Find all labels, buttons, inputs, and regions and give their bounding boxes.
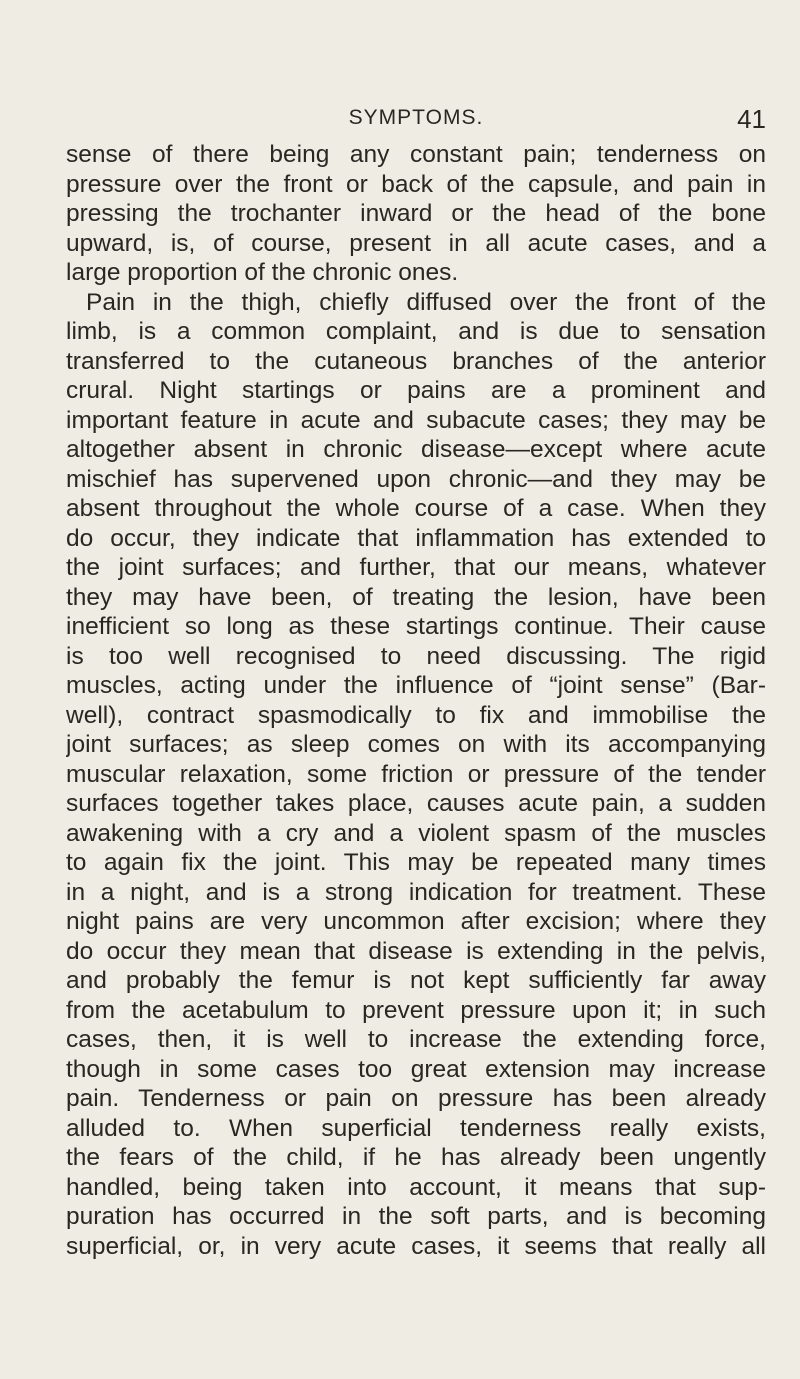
text-line: alluded to. When superficial tenderness really exists, [66, 1114, 766, 1142]
text-line: pain. Tenderness or pain on pressure has been already [66, 1085, 766, 1112]
running-title: SYMPTOMS. [348, 106, 484, 129]
text-line: handled, being taken into account, it means that sup- [66, 1173, 766, 1201]
text-line: altogether absent in chronic disease—except where acute [66, 436, 766, 463]
text-line: though in some cases too great extension may increase [66, 1055, 766, 1083]
text-line: surfaces together takes place, causes acute pain, a sudden [66, 790, 766, 817]
text-line: do occur they mean that disease is extending in the pelvis, [66, 937, 766, 965]
text-line: mischief has supervened upon chronic—and they may be [66, 465, 766, 493]
text-line: well), contract spasmodically to fix and immobilise the [66, 701, 766, 729]
text-line: cases, then, it is well to increase the extending force, [66, 1026, 766, 1053]
text-line: night pains are very uncommon after excision; where they [66, 908, 766, 935]
text-line: sense of there being any constant pain; tenderness on [66, 141, 766, 168]
text-line: to again fix the joint. This may be repeated many times [66, 849, 766, 876]
text-line: pressing the trochanter inward or the head of the bone [66, 200, 766, 227]
text-line: from the acetabulum to prevent pressure upon it; in such [66, 996, 766, 1024]
text-line: absent throughout the whole course of a case. When they [66, 495, 766, 522]
text-line: and probably the femur is not kept sufficiently far away [66, 967, 766, 994]
text-line: transferred to the cutaneous branches of the anterior [66, 347, 766, 375]
text-line: upward, is, of course, present in all acute cases, and a [66, 229, 766, 257]
text-line: crural. Night startings or pains are a prominent and [66, 377, 766, 404]
text-line: the joint surfaces; and further, that our means, whatever [66, 554, 766, 581]
running-head [66, 106, 766, 140]
text-line: awakening with a cry and a violent spasm of the muscles [66, 819, 766, 847]
text-line: inefficient so long as these startings continue. Their cause [66, 613, 766, 640]
text-line: puration has occurred in the soft parts, and is becoming [66, 1203, 766, 1230]
text-line: Pain in the thigh, chiefly diffused over the front of the [86, 288, 766, 316]
text-line: pressure over the front or back of the capsule, and pain in [66, 170, 766, 198]
page-number: 41 [737, 104, 766, 134]
body-text [66, 140, 766, 1261]
text-line: is too well recognised to need discussing. The rigid [66, 642, 766, 670]
text-line: muscles, acting under the influence of “joint sense” (Bar- [66, 672, 766, 699]
text-line: they may have been, of treating the lesion, have been [66, 583, 766, 611]
text-line: superficial, or, in very acute cases, it seems that really all [66, 1232, 766, 1260]
text-line: do occur, they indicate that inflammation has extended to [66, 524, 766, 552]
text-line: limb, is a common complaint, and is due to sensation [66, 318, 766, 345]
text-line: large proportion of the chronic ones. [66, 259, 459, 286]
text-line: joint surfaces; as sleep comes on with its accompanying [66, 731, 766, 758]
text-line: the fears of the child, if he has already been ungently [66, 1144, 766, 1171]
text-line: muscular relaxation, some friction or pressure of the tender [66, 760, 766, 788]
text-line: in a night, and is a strong indication for treatment. These [66, 878, 766, 906]
text-line: important feature in acute and subacute cases; they may be [66, 406, 766, 434]
